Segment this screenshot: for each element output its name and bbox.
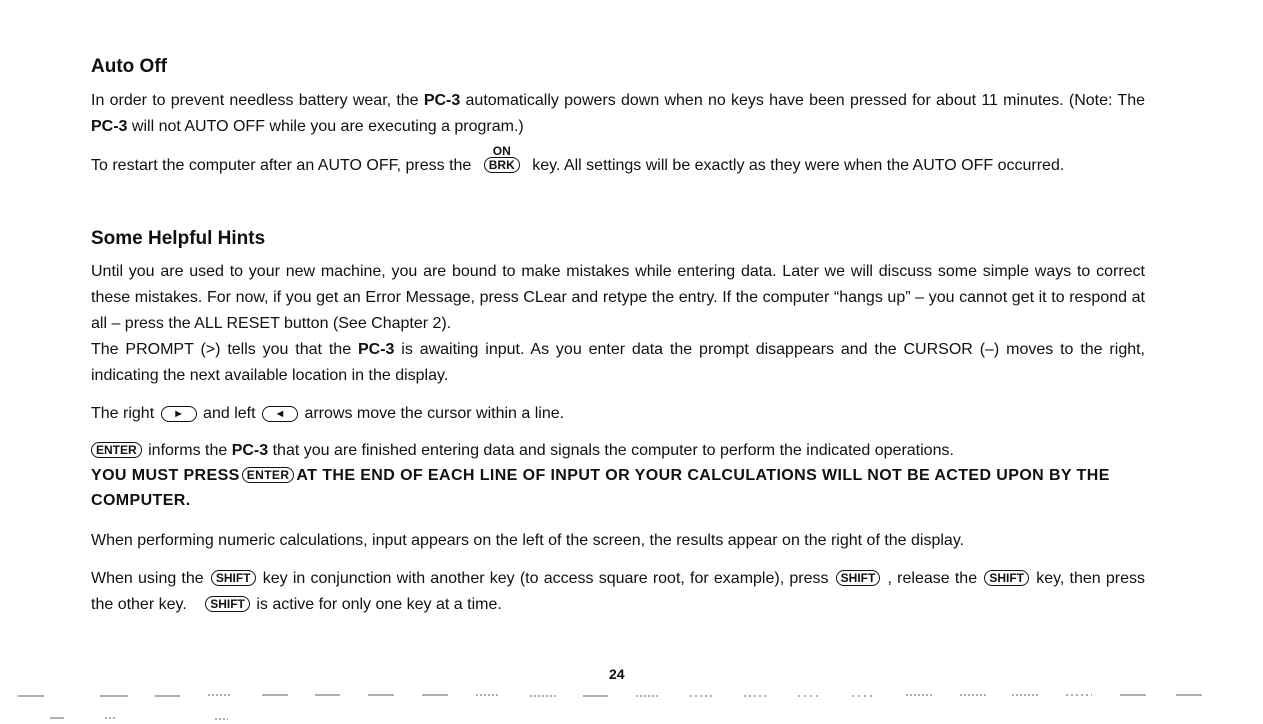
hints-arrow-keys: The right ► and left ◄ arrows move the cursor within a line.: [91, 405, 565, 422]
shift-key-icon: SHIFT: [211, 570, 256, 586]
right-arrow-key-icon: ►: [161, 406, 197, 422]
hints-shift-paragraph: When using the SHIFT key in conjunction with another key (to access square root, for example), press SHIFT , release the SHIFT key, then press the other key. SHIFT is active for only one key at a time.: [91, 570, 1145, 613]
heading-helpful-hints: Some Helpful Hints: [91, 228, 266, 249]
shift-key-icon: SHIFT: [205, 596, 250, 612]
pc3-name: PC-3: [231, 442, 269, 459]
auto-off-paragraph-1: In order to prevent needless battery wear, the PC-3 automatically powers down when no keys have been pressed for about 11 minutes. (Note: The PC-3 will not AUTO OFF while you are executing a program.): [91, 92, 1145, 135]
enter-key-icon: ENTER: [242, 467, 295, 483]
pc3-name: PC-3: [91, 118, 128, 135]
shift-key-icon: SHIFT: [836, 570, 881, 586]
hints-enter-paragraph: ENTER informs the PC-3 that you are finished entering data and signals the computer to perform the indicated operations.: [91, 442, 954, 460]
bleed-through-dashes: [0, 688, 1263, 724]
brk-key-label: BRK: [484, 157, 520, 173]
shift-key-icon: SHIFT: [984, 570, 1029, 586]
enter-warning: YOU MUST PRESS ENTER AT THE END OF EACH LINE OF INPUT OR YOUR CALCULATIONS WILL NOT BE ACTED UPON BY THE COMPUTER.: [91, 467, 1110, 509]
page-number: 24: [609, 666, 625, 682]
hints-numeric-paragraph: When performing numeric calculations, input appears on the left of the screen, the results appear on the right of the display.: [91, 532, 965, 549]
pc3-name: PC-3: [423, 92, 461, 109]
pc3-name: PC-3: [357, 341, 395, 358]
enter-key-icon: ENTER: [91, 442, 142, 458]
on-brk-key: ON BRK: [482, 153, 522, 179]
left-arrow-key-icon: ◄: [262, 406, 298, 422]
auto-off-paragraph-2: To restart the computer after an AUTO OFF, press the ON BRK key. All settings will be exactly as they were when the AUTO OFF occurred.: [91, 153, 1145, 179]
heading-auto-off: Auto Off: [91, 56, 167, 77]
hints-paragraph-1: Until you are used to your new machine, you are bound to make mistakes while entering data. Later we will discuss some simple ways to correct these mistakes. For now, if you get an Error Message, press CLear and retype the entry. If the computer “hangs up” – you cannot get it to respond at all – press the ALL RESET button (See Chapter 2).: [91, 263, 1145, 332]
hints-paragraph-prompt: The PROMPT (>) tells you that the PC-3 is awaiting input. As you enter data the prompt disappears and the CURSOR (–) moves to the right, indicating the next available location in the display.: [91, 341, 1146, 384]
